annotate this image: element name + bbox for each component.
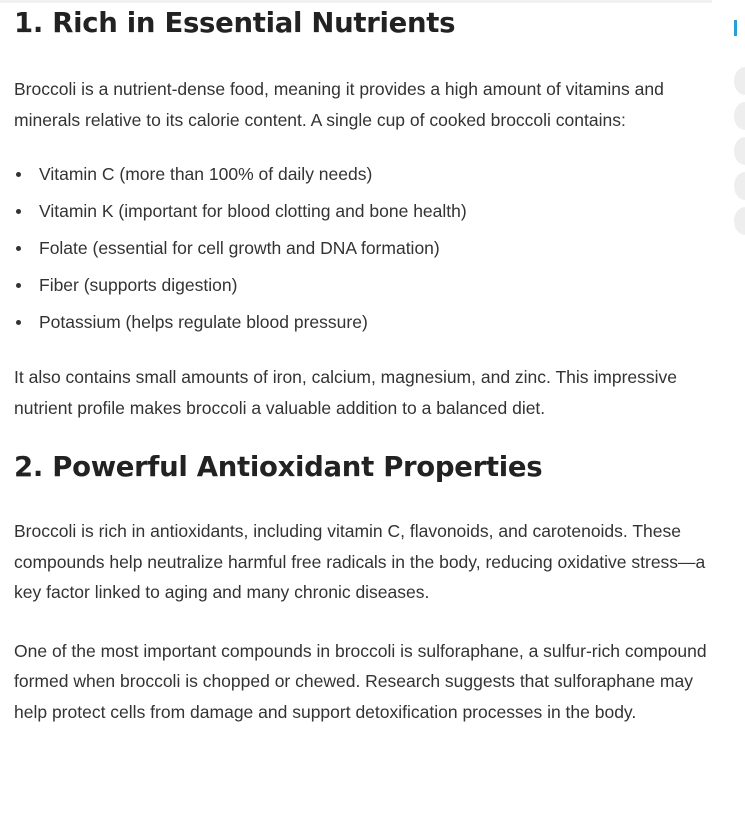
share-button[interactable] xyxy=(734,137,745,165)
list-item: Vitamin C (more than 100% of daily needs) xyxy=(14,162,714,186)
antioxidants-paragraph: Broccoli is rich in antioxidants, including vitamin C, flavonoids, and carotenoids. These compounds help neutralize harmful free radicals in the body, reducing oxidative stress—a key factor linked to aging and many chronic diseases. xyxy=(14,521,706,602)
list-item: Vitamin K (important for blood clotting and bone health) xyxy=(14,199,714,223)
sulforaphane-paragraph: One of the most important compounds in broccoli is sulforaphane, a sulfur-rich compound formed when broccoli is chopped or chewed. Research suggests that sulforaphane may help protect cells from damage and support detoxification processes in the body. xyxy=(14,640,707,722)
sidebar-accent-marker xyxy=(734,20,737,36)
section-heading-nutrients: 1. Rich in Essential Nutrients xyxy=(14,7,456,39)
list-item: Potassium (helps regulate blood pressure) xyxy=(14,310,714,334)
nutrients-list xyxy=(14,162,714,334)
share-button[interactable] xyxy=(734,207,745,235)
nutrients-outro-paragraph: It also contains small amounts of iron, calcium, magnesium, and zinc. This impressive nutrient profile makes broccoli a valuable addition to a balanced diet. xyxy=(14,367,678,418)
section-nutrients xyxy=(14,5,714,423)
article-body xyxy=(14,0,714,727)
list-item: Fiber (supports digestion) xyxy=(14,273,714,297)
section-heading-antioxidants: 2. Powerful Antioxidant Properties xyxy=(14,451,543,483)
nutrients-intro-paragraph: Broccoli is a nutrient-dense food, meaning it provides a high amount of vitamins and minerals relative to its calorie content. A single cup of cooked broccoli contains: xyxy=(14,79,664,130)
list-item: Folate (essential for cell growth and DNA formation) xyxy=(14,236,714,260)
section-antioxidants xyxy=(14,449,714,727)
share-button[interactable] xyxy=(734,67,745,95)
share-button[interactable] xyxy=(734,172,745,200)
share-button[interactable] xyxy=(734,102,745,130)
